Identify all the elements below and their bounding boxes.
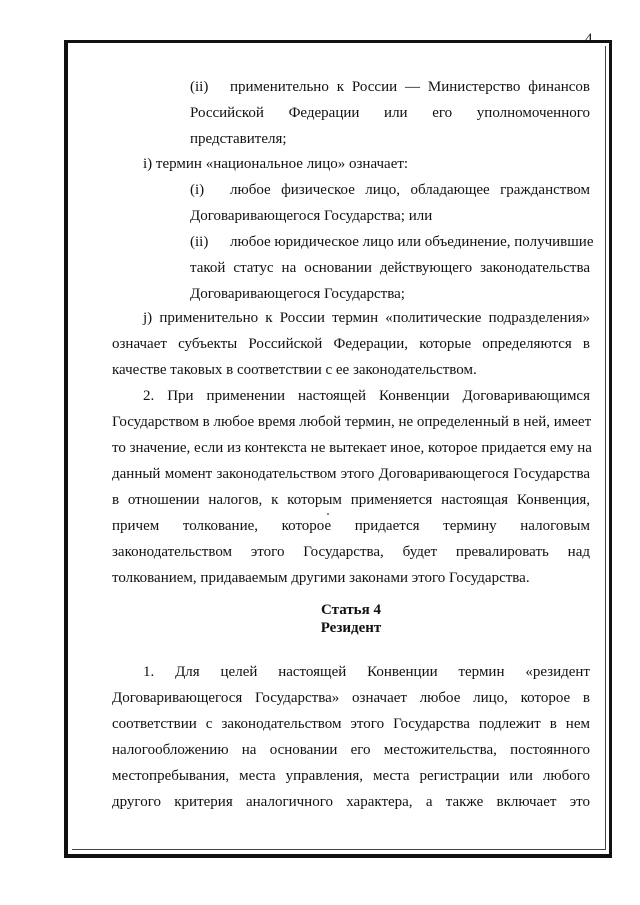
text-line: Договаривающегося Государства» означает любое лицо, которое в [112,690,590,706]
text-line: Государством в любое время любой термин, не определенный в ней, имеет [112,414,592,430]
page-number: 4 [585,31,593,47]
text-line: любое юридическое лицо или объединение, получившие [230,234,594,250]
text-line: представителя; [190,131,287,147]
text-line: данный момент законодательством этого Договаривающегося Государства [112,466,590,482]
list-marker: (i) [190,182,205,198]
text-line: законодательством этого Государства, будет превалировать над [112,544,590,560]
text-line: причем толкование, которое придается термину налоговым [112,518,590,534]
article-title: Статья 4 [321,602,381,618]
text-line: i) термин «национальное лицо» означает: [143,156,409,172]
text-line: 2. При применении настоящей Конвенции Договаривающимся [143,388,590,404]
text-line: местопребывания, места управления, места регистрации или любого [112,768,590,784]
text-line: Договаривающегося Государства; [190,286,405,302]
text-line: толкованием, придаваемым другими законами этого Государства. [112,570,530,586]
text-line: j) применительно к России термин «политические подразделения» [143,310,590,326]
text-line: любое физическое лицо, обладающее гражданством [230,182,590,198]
text-line: в отношении налогов, к которым применяется настоящая Конвенция, [112,492,590,508]
scan-speck [327,513,329,515]
text-line: Российской Федерации или его уполномоченного [190,105,590,121]
text-line: такой статус на основании действующего законодательства [190,260,590,276]
text-line: качестве таковых в соответствии с ее законодательством. [112,362,477,378]
text-line: Договаривающегося Государства; или [190,208,433,224]
text-line: налогообложению на основании его местожительства, постоянного [112,742,590,758]
text-line: означает субъекты Российской Федерации, которые определяются в [112,336,590,352]
list-marker: (ii) [190,234,209,250]
text-line: применительно к России — Министерство финансов [230,79,590,95]
list-marker: (ii) [190,79,209,95]
text-line: 1. Для целей настоящей Конвенции термин «резидент [143,664,590,680]
text-line: соответствии с законодательством этого Государства подлежит в нем [112,716,590,732]
text-line: другого критерия аналогичного характера, а также включает это [112,794,590,810]
article-subtitle: Резидент [320,620,382,636]
text-line: то значение, если из контекста не вытекает иное, которое придается ему на [112,440,592,456]
